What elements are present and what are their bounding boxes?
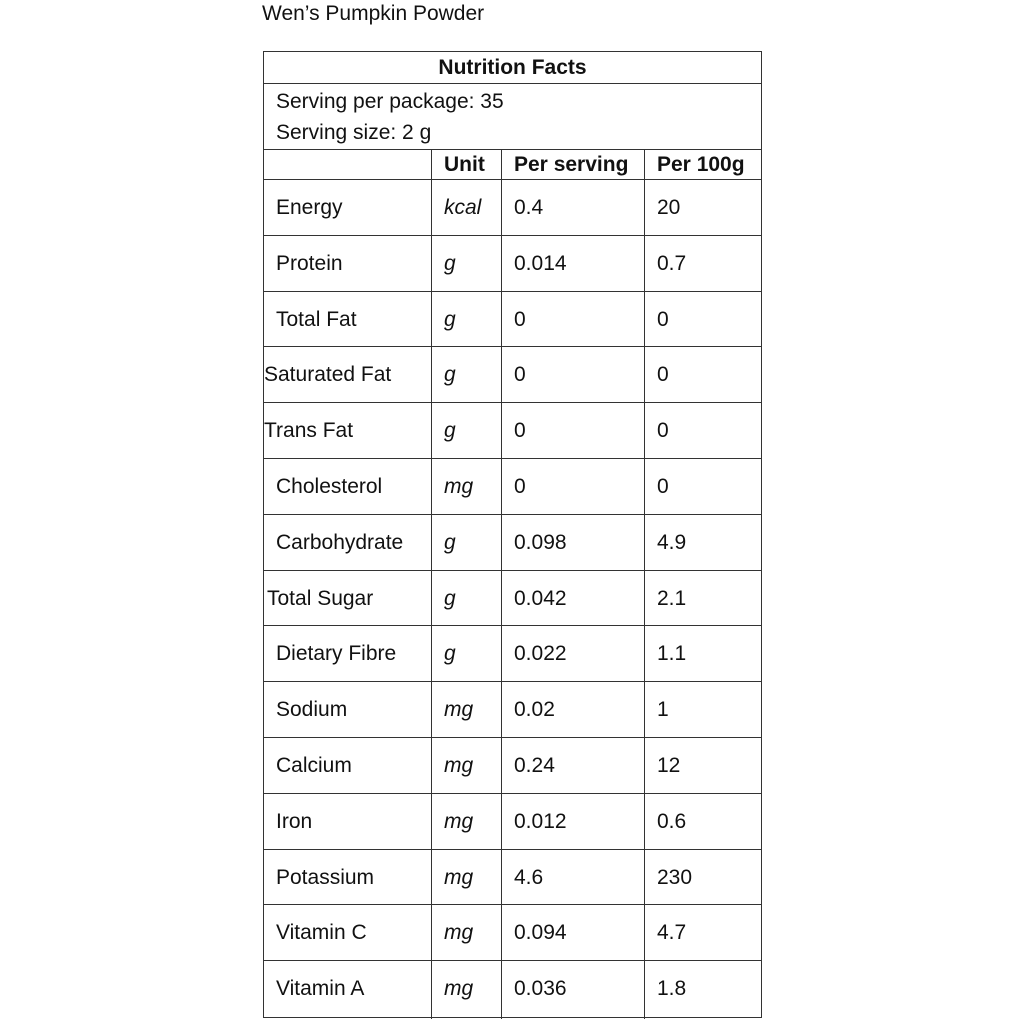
header-unit: Unit (444, 153, 485, 176)
per-100g-value: 4.7 (657, 921, 687, 945)
nutrition-facts-table (263, 51, 762, 1018)
nutrient-unit: mg (444, 921, 474, 945)
nutrient-name: Cholesterol (276, 474, 383, 498)
per-100g-value: 230 (657, 865, 693, 889)
per-100g-value: 1 (657, 698, 669, 722)
per-100g-value: 20 (657, 196, 681, 219)
nutrient-rows (264, 180, 761, 1017)
nutrient-unit: g (444, 251, 456, 275)
table-row (264, 515, 761, 571)
nutrient-unit: g (444, 363, 456, 387)
table-row (264, 905, 761, 961)
per-serving-value: 0.4 (514, 196, 544, 219)
table-row (264, 626, 761, 682)
nutrient-name: Dietary Fibre (276, 642, 397, 666)
nutrient-name: Calcium (276, 753, 352, 777)
header-per-100g: Per 100g (657, 153, 745, 176)
nutrient-unit: mg (444, 809, 474, 833)
nutrient-name: Saturated Fat (264, 363, 392, 387)
per-serving-value: 0.012 (514, 809, 567, 833)
nutrient-name: Carbohydrate (276, 530, 404, 554)
nutrient-unit: kcal (444, 196, 482, 219)
per-serving-value: 0.02 (514, 698, 555, 722)
table-row (264, 794, 761, 850)
product-title: Wen’s Pumpkin Powder (262, 2, 485, 25)
nutrient-unit: g (444, 586, 456, 610)
table-row (264, 571, 761, 627)
nutrient-unit: g (444, 530, 456, 554)
per-serving-value: 0.014 (514, 251, 567, 275)
table-row (264, 236, 761, 292)
per-serving-value: 0.022 (514, 642, 567, 666)
per-serving-value: 0.098 (514, 530, 567, 554)
per-serving-value: 0.24 (514, 753, 555, 777)
per-serving-value: 4.6 (514, 865, 544, 889)
serving-per-package: Serving per package: 35 (276, 90, 504, 113)
nutrient-name: Vitamin C (276, 921, 367, 945)
nutrient-unit: mg (444, 474, 474, 498)
table-row (264, 347, 761, 403)
serving-size: Serving size: 2 g (276, 121, 432, 144)
per-100g-value: 12 (657, 753, 681, 777)
nutrient-unit: mg (444, 753, 474, 777)
per-100g-value: 2.1 (657, 586, 687, 610)
nutrient-name: Vitamin A (276, 977, 365, 1001)
nutrient-unit: mg (444, 865, 474, 889)
nutrient-name: Sodium (276, 698, 348, 722)
header-per-serving: Per serving (514, 153, 629, 176)
nutrient-unit: g (444, 642, 456, 666)
per-serving-value: 0.042 (514, 586, 567, 610)
per-100g-value: 0 (657, 363, 669, 387)
nutrient-name: Total Fat (276, 307, 357, 331)
nutrient-unit: mg (444, 698, 474, 722)
per-serving-value: 0.036 (514, 977, 567, 1001)
table-row (264, 292, 761, 348)
nutrient-name: Iron (276, 809, 313, 833)
table-row (264, 403, 761, 459)
nutrient-name: Potassium (276, 865, 375, 889)
table-row (264, 961, 761, 1017)
per-100g-value: 0 (657, 307, 669, 331)
per-serving-value: 0 (514, 363, 526, 387)
per-serving-value: 0 (514, 474, 526, 498)
table-title: Nutrition Facts (264, 52, 761, 84)
per-serving-value: 0 (514, 419, 526, 443)
nutrient-unit: g (444, 307, 456, 331)
per-100g-value: 0 (657, 474, 669, 498)
nutrient-name: Energy (276, 196, 343, 219)
per-100g-value: 0.7 (657, 251, 687, 275)
per-100g-value: 1.1 (657, 642, 687, 666)
table-row (264, 180, 761, 236)
per-100g-value: 4.9 (657, 530, 687, 554)
per-100g-value: 1.8 (657, 977, 687, 1001)
nutrient-name: Protein (276, 251, 343, 275)
per-100g-value: 0 (657, 419, 669, 443)
nutrient-name: Trans Fat (264, 419, 354, 443)
nutrient-unit: mg (444, 977, 474, 1001)
nutrient-unit: g (444, 419, 456, 443)
table-row (264, 850, 761, 906)
column-header-row (264, 149, 761, 180)
table-row (264, 682, 761, 738)
per-100g-value: 0.6 (657, 809, 687, 833)
nutrient-name: Total Sugar (267, 586, 374, 610)
table-row (264, 459, 761, 515)
per-serving-value: 0.094 (514, 921, 567, 945)
per-serving-value: 0 (514, 307, 526, 331)
table-row (264, 738, 761, 794)
